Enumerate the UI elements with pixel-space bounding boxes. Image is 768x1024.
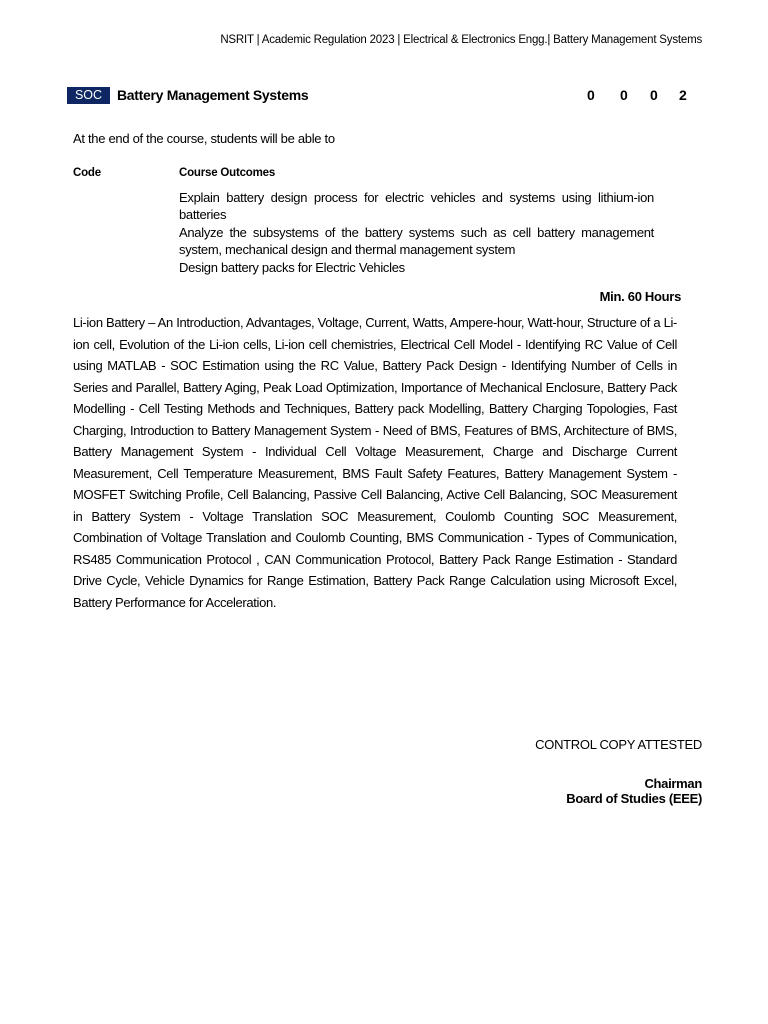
course-code-badge: SOC	[67, 87, 110, 104]
signatory-title: Chairman	[644, 776, 702, 791]
code-column-header: Code	[73, 167, 101, 179]
outcomes-column-header: Course Outcomes	[179, 167, 276, 179]
page-header: NSRIT | Academic Regulation 2023 | Electrical & Electronics Engg.| Battery Management Systems	[220, 34, 702, 46]
signature-block	[566, 776, 702, 806]
outcome-item: Analyze the subsystems of the battery systems such as cell battery management system, mechanical design and thermal management system	[179, 225, 654, 257]
min-hours: Min. 60 Hours	[599, 289, 681, 304]
board-of-studies: Board of Studies (EEE)	[566, 791, 702, 806]
syllabus-paragraph: Li-ion Battery – An Introduction, Advantages, Voltage, Current, Watts, Ampere-hour, Watt-hour, Structure of a Li-ion cell, Evolution of the Li-ion cells, Li-ion cell chemistries, Electrical Cell Model - Identifying RC Value of Cell using MATLAB - SOC Estimation using the RC Value, Battery Pack Design - Identifying Number of Cells in Series and Parallel, Battery Aging, Peak Load Optimization, Importance of Mechanical Enclosure, Battery Pack Modelling - Cell Testing Methods and Techniques, Battery pack Modelling, Battery Charging Topologies, Fast Charging, Introduction to Battery Management System - Need of BMS, Features of BMS, Architecture of BMS, Battery Management System - Individual Cell Voltage Measurement, Charge and Discharge Current Measurement, Cell Temperature Measurement, BMS Fault Safety Features, Battery Management System - MOSFET Switching Profile, Cell Balancing, Passive Cell Balancing, Active Cell Balancing, SOC Measurement in Battery System - Voltage Translation SOC Measurement, Coulomb Counting SOC Measurement, Combination of Voltage Translation and Coulomb Counting, BMS Communication - Types of Communication, RS485 Communication Protocol , CAN Communication Protocol, Battery Pack Range Estimation - Standard Drive Cycle, Vehicle Dynamics for Range Estimation, Battery Pack Range Calculation using Microsoft Excel, Battery Performance for Acceleration.	[73, 315, 677, 610]
ltpc-practical: 0	[650, 87, 658, 103]
outcome-item: Explain battery design process for electric vehicles and systems using lithium-ion batteries	[179, 190, 654, 222]
ltpc-credits: 2	[679, 87, 687, 103]
outcomes-intro: At the end of the course, students will be able to	[73, 131, 335, 146]
ltpc-lecture: 0	[587, 87, 595, 103]
ltpc-tutorial: 0	[620, 87, 628, 103]
course-title-row	[67, 86, 697, 106]
course-title: Battery Management Systems	[117, 87, 309, 103]
outcomes-list	[179, 190, 654, 279]
outcome-item: Design battery packs for Electric Vehicles	[179, 260, 405, 275]
control-copy-attested: CONTROL COPY ATTESTED	[535, 737, 702, 752]
